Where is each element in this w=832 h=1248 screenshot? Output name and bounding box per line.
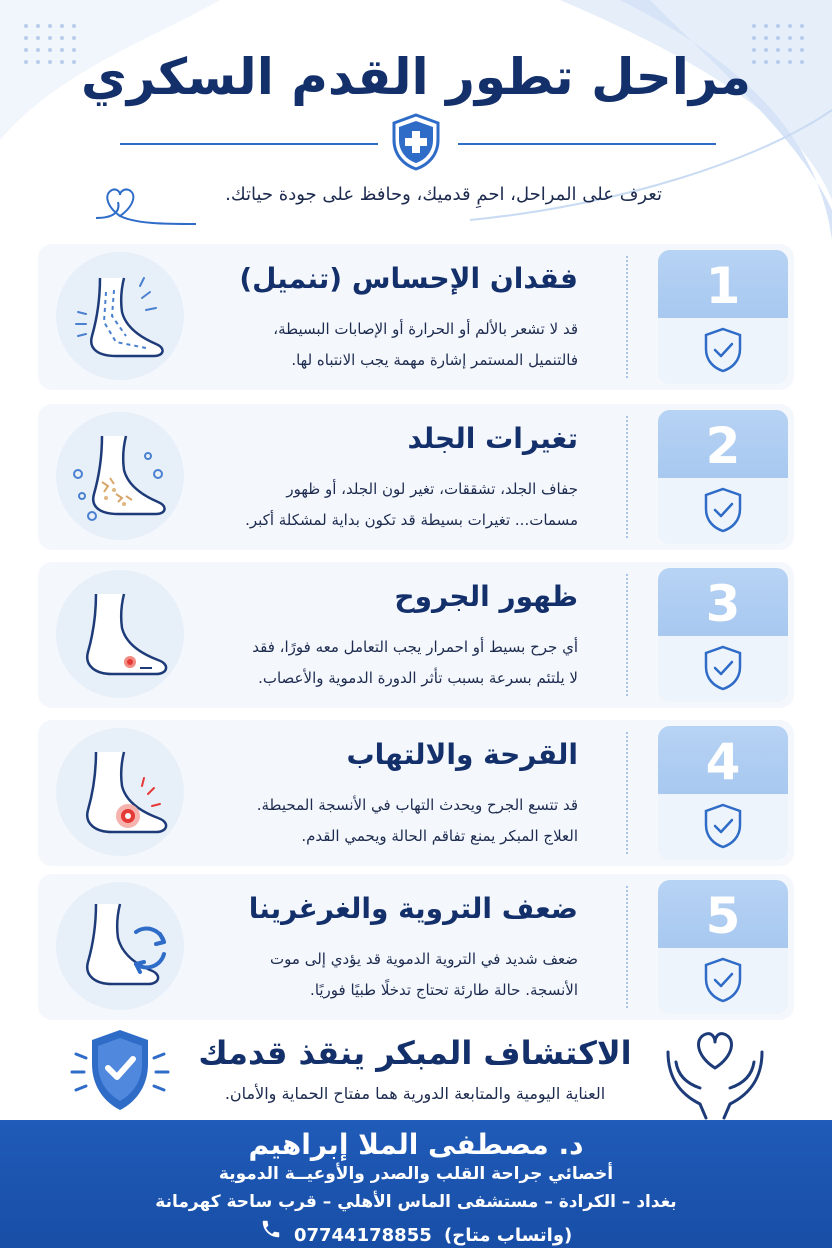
stage-description-line-2: الأنسجة. حالة طارئة تحتاج تدخلًا طبيًا فوريًا. — [310, 981, 578, 999]
stage-number-box — [658, 568, 788, 702]
dry-skin-foot-icon — [56, 412, 184, 540]
stage-number: 4 — [658, 726, 788, 794]
stage-description-line-1: قد لا تشعر بالألم أو الحرارة أو الإصابات البسيطة، — [273, 320, 578, 338]
circulation-foot-icon — [56, 882, 184, 1010]
card-divider — [626, 416, 628, 538]
footer — [0, 1120, 832, 1248]
numb-foot-icon — [56, 252, 184, 380]
stage-title: فقدان الإحساس (تنميل) — [239, 262, 578, 295]
doctor-name: د. مصطفى الملا إبراهيم — [248, 1128, 584, 1161]
phone-number[interactable]: 07744178855 — [293, 1224, 432, 1246]
heart-line-icon — [96, 180, 196, 228]
wound-foot-icon — [56, 570, 184, 698]
medical-shield-icon — [389, 112, 443, 172]
stage-description — [198, 314, 578, 376]
stage-description-line-2: فالتنميل المستمر إشارة مهمة يجب الانتباه لها. — [291, 351, 578, 369]
shield-check-icon — [66, 1024, 174, 1120]
stage-card-1 — [38, 244, 794, 390]
stage-number-box — [658, 250, 788, 384]
title-divider-left — [120, 143, 378, 145]
stage-title: ظهور الجروح — [394, 580, 578, 613]
stage-card-4 — [38, 720, 794, 866]
title-divider-right — [458, 143, 716, 145]
stage-title: تغيرات الجلد — [407, 422, 578, 455]
stage-number: 3 — [658, 568, 788, 636]
whatsapp-note: (واتساب متاح) — [444, 1224, 573, 1246]
stage-description — [198, 944, 578, 1006]
cta-title: الاكتشاف المبكر ينقذ قدمك — [198, 1034, 632, 1072]
stage-title: القرحة والالتهاب — [346, 738, 578, 771]
stage-description — [198, 790, 578, 852]
card-divider — [626, 886, 628, 1008]
ulcer-foot-icon — [56, 728, 184, 856]
stage-number-box — [658, 880, 788, 1014]
stage-description-line-1: قد تتسع الجرح ويحدث التهاب في الأنسجة المحيطة. — [256, 796, 578, 814]
early-detection-banner — [0, 1016, 832, 1120]
stage-description — [198, 474, 578, 536]
phone-icon — [260, 1218, 282, 1240]
heart-hands-icon — [660, 1022, 770, 1122]
shield-check-icon — [702, 326, 744, 374]
page-subtitle: تعرف على المراحل، احمِ قدميك، وحافظ على جودة حياتك. — [225, 184, 662, 205]
card-divider — [626, 732, 628, 854]
stage-description-line-2: مسمات... تغيرات بسيطة قد تكون بداية لمشكلة أكبر. — [245, 511, 578, 529]
cta-subtitle: العناية اليومية والمتابعة الدورية هما مفتاح الحماية والأمان. — [224, 1084, 606, 1103]
contact-row — [0, 1218, 832, 1246]
clinic-address: بغداد – الكرادة – مستشفى الماس الأهلي – قرب ساحة كهرمانة — [155, 1192, 677, 1212]
shield-check-icon — [702, 802, 744, 850]
stage-number: 5 — [658, 880, 788, 948]
stage-description-line-1: أي جرح بسيط أو احمرار يجب التعامل معه فورًا، فقد — [252, 638, 578, 656]
stage-description-line-1: ضعف شديد في التروية الدموية قد يؤدي إلى موت — [270, 950, 578, 968]
shield-check-icon — [702, 956, 744, 1004]
stage-card-3 — [38, 562, 794, 708]
page-title: مراحل تطور القدم السكري — [81, 48, 751, 106]
stage-card-2 — [38, 404, 794, 550]
doctor-specialty: أخصائي جراحة القلب والصدر والأوعيــة الدموية — [218, 1164, 614, 1184]
shield-check-icon — [702, 486, 744, 534]
stage-number-box — [658, 410, 788, 544]
stage-description-line-2: العلاج المبكر يمنع تفاقم الحالة ويحمي القدم. — [301, 827, 578, 845]
shield-check-icon — [702, 644, 744, 692]
stage-description-line-1: جفاف الجلد، تشققات، تغير لون الجلد، أو ظهور — [286, 480, 578, 498]
header — [0, 0, 832, 240]
card-divider — [626, 574, 628, 696]
stage-card-5 — [38, 874, 794, 1020]
card-divider — [626, 256, 628, 378]
stage-number: 2 — [658, 410, 788, 478]
stage-description — [198, 632, 578, 694]
stage-description-line-2: لا يلتئم بسرعة بسبب تأثر الدورة الدموية والأعصاب. — [258, 669, 578, 687]
stage-number: 1 — [658, 250, 788, 318]
stage-number-box — [658, 726, 788, 860]
stage-title: ضعف التروية والغرغرينا — [248, 892, 578, 925]
